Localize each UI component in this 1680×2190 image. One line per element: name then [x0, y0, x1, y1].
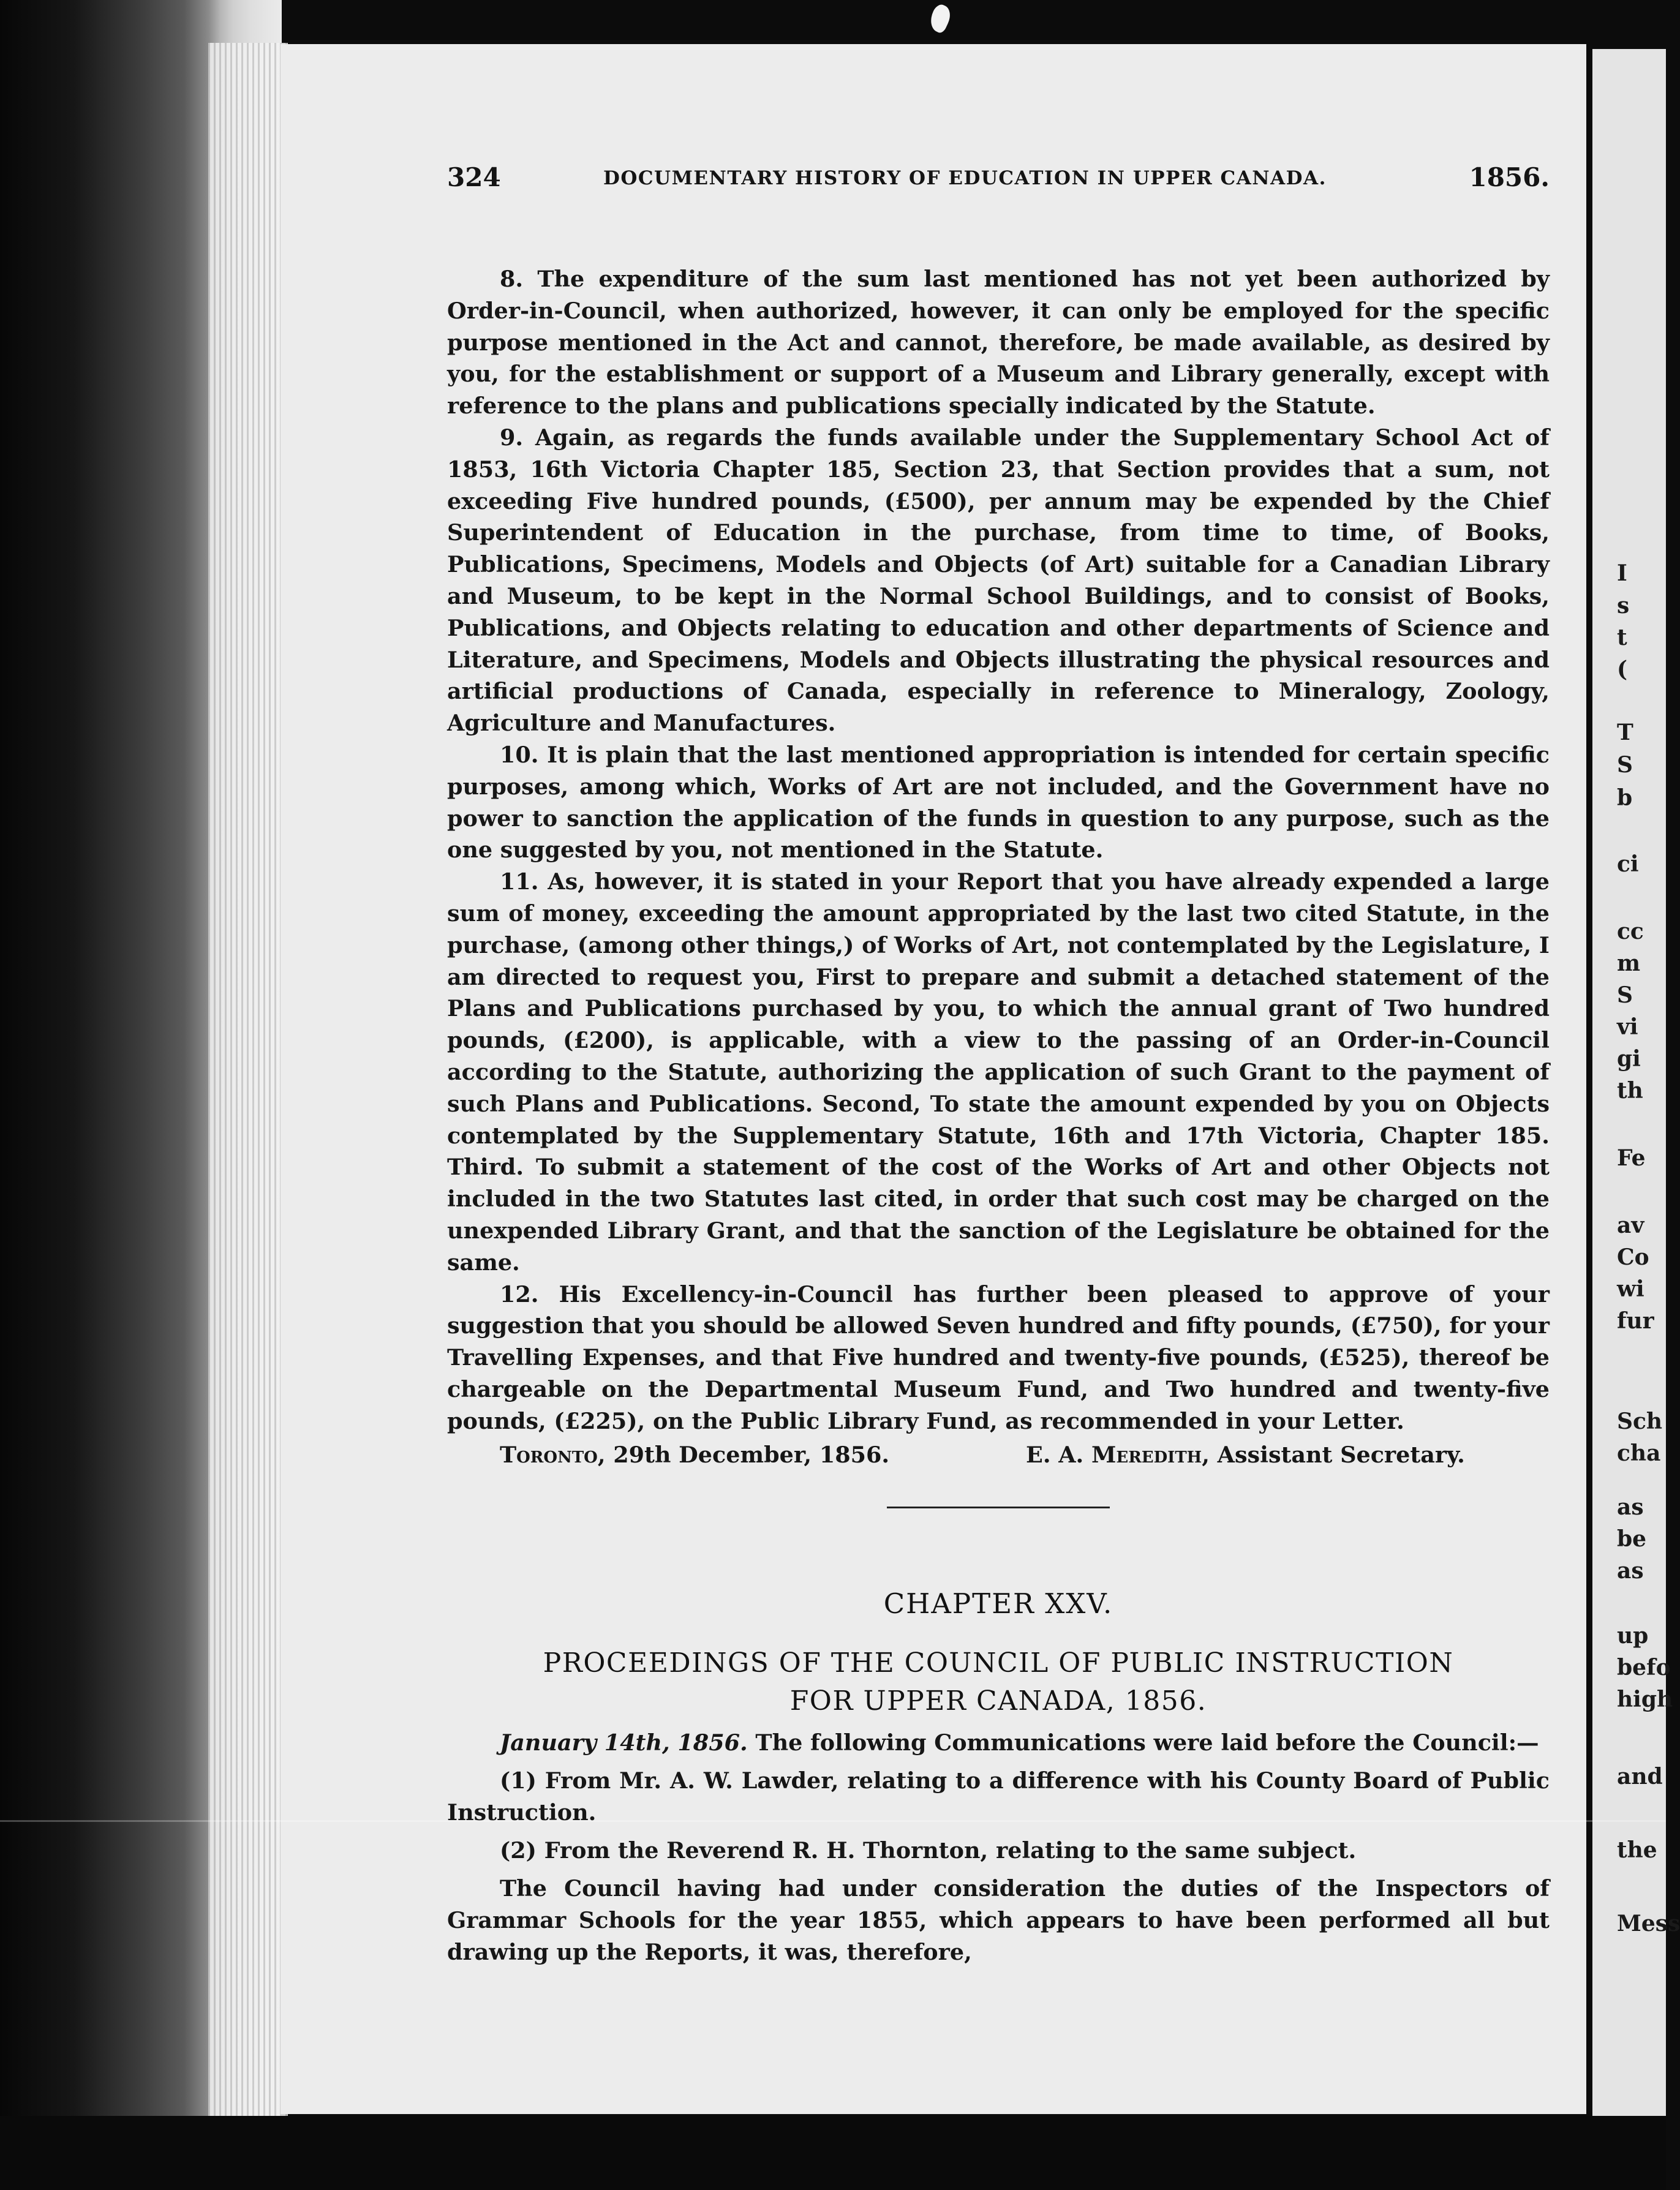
paragraph-12: 12. His Excellency-in-Council has further been pleased to approve of your suggestion that you should be allowed Seven hundred and fifty pounds, (£750), for your Travelling Expenses, and that Five hundred and twenty-five pounds, (£525), thereof be chargeable on the Departmental Museum Fund, and Two hundred and twenty-five pounds, (£225), on the Public Library Fund, as recommended in your Letter.	[447, 1281, 1550, 1434]
fragment: high	[1617, 1687, 1673, 1712]
fragment: s	[1617, 593, 1630, 619]
fragment: fur	[1617, 1308, 1654, 1334]
fragment: befo	[1617, 1655, 1671, 1680]
fragment: gi	[1617, 1046, 1641, 1072]
fragment: as	[1617, 1494, 1644, 1520]
chapter-number: CHAPTER XXV.	[883, 1587, 1113, 1620]
fragment: wi	[1617, 1276, 1644, 1302]
fragment: av	[1617, 1213, 1644, 1238]
fragment: m	[1617, 950, 1641, 976]
fragment: Co	[1617, 1244, 1649, 1270]
signoff-place: Toronto	[500, 1442, 598, 1469]
fragment: the	[1617, 1837, 1657, 1863]
header-year: 1856.	[1469, 162, 1550, 192]
fragment: ci	[1617, 851, 1639, 877]
fragment: vi	[1617, 1014, 1638, 1040]
scan-artifact-mark	[926, 2, 954, 35]
proceedings-date: January 14th, 1856.	[500, 1729, 748, 1756]
fragment: t	[1617, 625, 1627, 650]
page-leaves-edge	[208, 43, 288, 2125]
fragment: S	[1617, 982, 1633, 1008]
fragment: and	[1617, 1764, 1663, 1789]
proceedings-intro	[447, 1727, 1550, 1759]
section-divider-rule	[887, 1507, 1110, 1508]
communication-item-1: (1) From Mr. A. W. Lawder, relating to a difference with his County Board of Public Instruction.	[447, 1767, 1550, 1826]
signoff-date: , 29th December, 1856.	[597, 1442, 890, 1469]
scanner-bottom-band	[0, 2116, 1666, 2190]
signoff-name: E. A. Meredith	[1026, 1442, 1202, 1469]
paragraph-11: 11. As, however, it is stated in your Report that you have already expended a large sum of money, exceeding the amount appropriated by the last two cited Statute, in the purchase, (among other things,) of Works of Art, not contemplated by the Legislature, I am directed to request you, First to prepare and submit a detached statement of the Plans and Publications purchased by you, to which the annual grant of Two hundred pounds, (£200), is applicable, with a view to the passing of an Order-in-Council according to the Statute, authorizing the application of such Grant to the payment of such Plans and Publications. Second, To state the amount expended by you on Objects contemplated by the Supplementary Statute, 16th and 17th Victoria, Chapter 185. Third. To submit a statement of the cost of the Works of Art and other Objects not included in the two Statutes last cited, in order that such cost may be charged on the unexpended Library Grant, and that the sanction of the Legislature be obtained for the same.	[447, 868, 1550, 1276]
chapter-title	[447, 1644, 1550, 1720]
proceedings-intro-text: The following Communications were laid before the Council:—	[747, 1729, 1539, 1756]
fragment: Fe	[1617, 1145, 1646, 1171]
facing-page-text-fragments	[1617, 0, 1680, 2190]
fragment: be	[1617, 1526, 1647, 1552]
chapter-title-line-2: FOR UPPER CANADA, 1856.	[789, 1685, 1207, 1717]
council-resolution-text: The Council having had under consideration the duties of the Inspectors of Grammar Schools for the year 1855, which appears to have been performed all but drawing up the Reports, it was, therefore,	[447, 1875, 1550, 1965]
signoff-signature	[1026, 1439, 1465, 1471]
page-number: 324	[447, 162, 501, 192]
fragment: I	[1617, 560, 1627, 586]
fragment: as	[1617, 1558, 1644, 1584]
running-title: DOCUMENTARY HISTORY OF EDUCATION IN UPPER CANADA.	[603, 167, 1327, 189]
fragment: b	[1617, 785, 1633, 811]
fragment: cha	[1617, 1440, 1661, 1466]
fragment: cc	[1617, 919, 1644, 944]
fragment: Mess	[1617, 1911, 1680, 1936]
chapter-body	[447, 1727, 1550, 1974]
chapter-title-line-1: PROCEEDINGS OF THE COUNCIL OF PUBLIC INSTRUCTION	[543, 1647, 1454, 1679]
fragment: T	[1617, 720, 1633, 745]
fragment: S	[1617, 752, 1633, 778]
scan-artifact-line	[0, 1820, 1666, 1822]
letter-signoff	[447, 1439, 1550, 1473]
running-header	[447, 162, 1550, 211]
signoff-title: , Assistant Secretary.	[1202, 1442, 1465, 1469]
fragment: up	[1617, 1623, 1649, 1649]
signoff-place-date	[500, 1439, 889, 1471]
fragment: th	[1617, 1078, 1643, 1104]
fragment: (	[1617, 657, 1628, 682]
communication-item-2: (2) From the Reverend R. H. Thornton, relating to the same subject.	[500, 1837, 1357, 1864]
paragraph-10: 10. It is plain that the last mentioned appropriation is intended for certain specific purposes, among which, Works of Art are not included, and the Government have no power to sanction the application of the funds in question to any purpose, such as the one suggested by you, not mentioned in the Statute.	[447, 741, 1550, 864]
letter-body	[447, 263, 1550, 1473]
paragraph-8: 8. The expenditure of the sum last mentioned has not yet been authorized by Order-in-Council, when authorized, however, it can only be employed for the specific purpose mentioned in the Act and cannot, therefore, be made available, as desired by you, for the establishment or support of a Museum and Library generally, except with reference to the plans and publications specially indicated by the Statute.	[447, 266, 1550, 420]
paragraph-9: 9. Again, as regards the funds available under the Supplementary School Act of 1853, 16th Victoria Chapter 185, Section 23, that Section provides that a sum, not exceeding Five hundred pounds, (£500), per annum may be expended by the Chief Superintendent of Education in the purchase, from time to time, of Books, Publications, Specimens, Models and Objects (of Art) suitable for a Canadian Library and Museum, to be kept in the Normal School Buildings, and to consist of Books, Publications, and Objects relating to education and other departments of Science and Literature, and Specimens, Models and Objects illustrating the physical resources and artificial productions of Canada, especially in reference to Mineralogy, Zoology, Agriculture and Manufactures.	[447, 424, 1550, 737]
fragment: Sch	[1617, 1409, 1663, 1434]
